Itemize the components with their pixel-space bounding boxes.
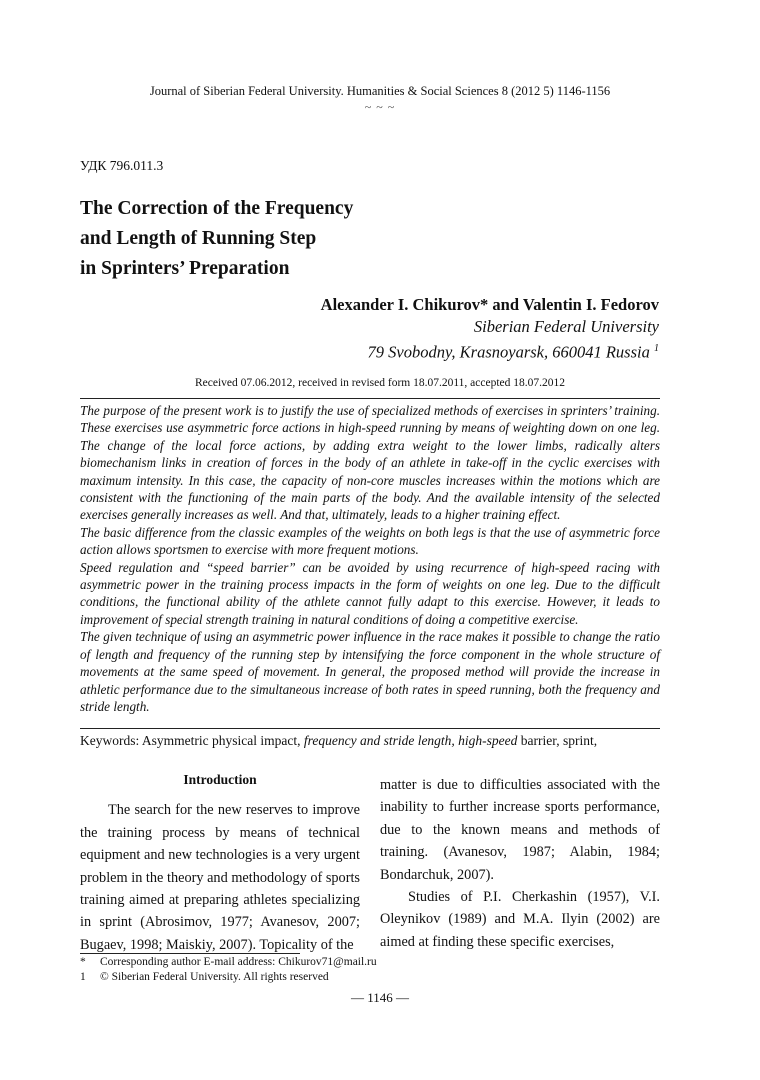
affiliation-institution: Siberian Federal University <box>473 317 659 336</box>
body-paragraph: The search for the new reserves to improve the training process by means of technical equipment and new technologies is a very urgent problem in the theory and methodology of sports training aimed at preparing athletes specializing in sprint (Abrosimov, 1977; Avanesov, 2007; Bugaev, 1998; Maiskiy, 2007). Topicality of the <box>80 802 360 953</box>
body-right-column <box>380 774 660 953</box>
affiliation-address: 79 Svobodny, Krasnoyarsk, 660041 Russia $^1$ <box>367 342 659 362</box>
affiliation <box>368 316 659 364</box>
footnote-mark: * <box>80 956 86 968</box>
body-left-column <box>80 769 360 956</box>
footnote-text: © Siberian Federal University. All rights reserved <box>100 971 329 983</box>
body-paragraph: matter is due to difficulties associated with the inability to further increase sports performance, due to the known means and methods of training. (Avanesov, 1987; Alabin, 1984; Bondarchuk, 2007). <box>380 777 660 883</box>
title-line: The Correction of the Frequency <box>80 198 354 219</box>
abstract <box>80 402 660 715</box>
footnote <box>80 971 329 983</box>
authors: Alexander I. Chikurov* and Valentin I. Fedorov <box>320 295 659 314</box>
footnote-text: Corresponding author E-mail address: Chikurov71@mail.ru <box>100 956 377 968</box>
abstract-top-rule <box>80 398 660 399</box>
page-number: — 1146 — <box>350 990 410 1005</box>
journal-header: Journal of Siberian Federal University. Humanities & Social Sciences 8 (2012 5) 1146-1156 <box>149 84 611 98</box>
section-heading: Introduction <box>183 772 257 787</box>
received-dates: Received 07.06.2012, received in revised form 18.07.2011, accepted 18.07.2012 <box>194 377 566 389</box>
title-line: and Length of Running Step <box>80 228 317 249</box>
abstract-bottom-rule <box>80 728 660 729</box>
abstract-paragraph: The given technique of using an asymmetric power influence in the race makes it possible to change the ratio of length and frequency of the running step by intensifying the force component in the whole structure of movements at the same speed of movement. In general, the proposed method will provide the increase in athletic performance due to the simultaneous increase of both rates in speed running, both the frequency and stride length. <box>80 629 660 714</box>
header-ornament: ~ ~ ~ <box>364 100 396 114</box>
title-line: in Sprinters’ Preparation <box>80 258 290 279</box>
abstract-paragraph: The purpose of the present work is to justify the use of specialized methods of exercises in sprinters’ training. These exercises use asymmetric force actions in high-speed running by means of weighting down on one leg. The change of the local force actions, by adding extra weight to the lower limbs, radically alters biomechanism links in creation of forces in the body of an athlete in take-off in the cyclic exercises with maximum intensity. In this case, the capacity of non-core muscles increases within the motions which are consistent with the functioning of the main parts of the body. And the available intensity of the selected exercises generally increases as well. And that, ultimately, leads to a higher training effect. <box>80 403 660 523</box>
footnote-mark: 1 <box>80 971 86 983</box>
affiliation-note-mark: 1 <box>654 343 659 354</box>
abstract-paragraph: The basic difference from the classic examples of the weights on both legs is that the use of asymmetric force action allows sportsmen to exercise with more frequent motions. <box>80 524 660 558</box>
body-paragraph: Studies of P.I. Cherkashin (1957), V.I. Oleynikov (1989) and M.A. Ilyin (2002) are aimed at finding these specific exercises, <box>380 889 660 950</box>
udk-code: УДК 796.011.3 <box>80 158 164 173</box>
footnote-rule <box>80 953 300 954</box>
keywords-label: Keywords: <box>80 733 140 748</box>
footnote <box>80 956 377 968</box>
article-title <box>80 194 353 284</box>
keywords: Keywords: Asymmetric physical impact, frequency and stride length, high-speed barrier, sprint, <box>80 733 598 748</box>
abstract-paragraph: Speed regulation and “speed barrier” can be avoided by using recurrence of high-speed racing with asymmetric power in the training process impacts in the form of weights on one leg. Due to the difficult conditions, the functional ability of the athlete cannot fully adapt to this exercise. However, it leads to improvement of special strength training in natural conditions of doing a competitive exercise. <box>80 559 660 627</box>
